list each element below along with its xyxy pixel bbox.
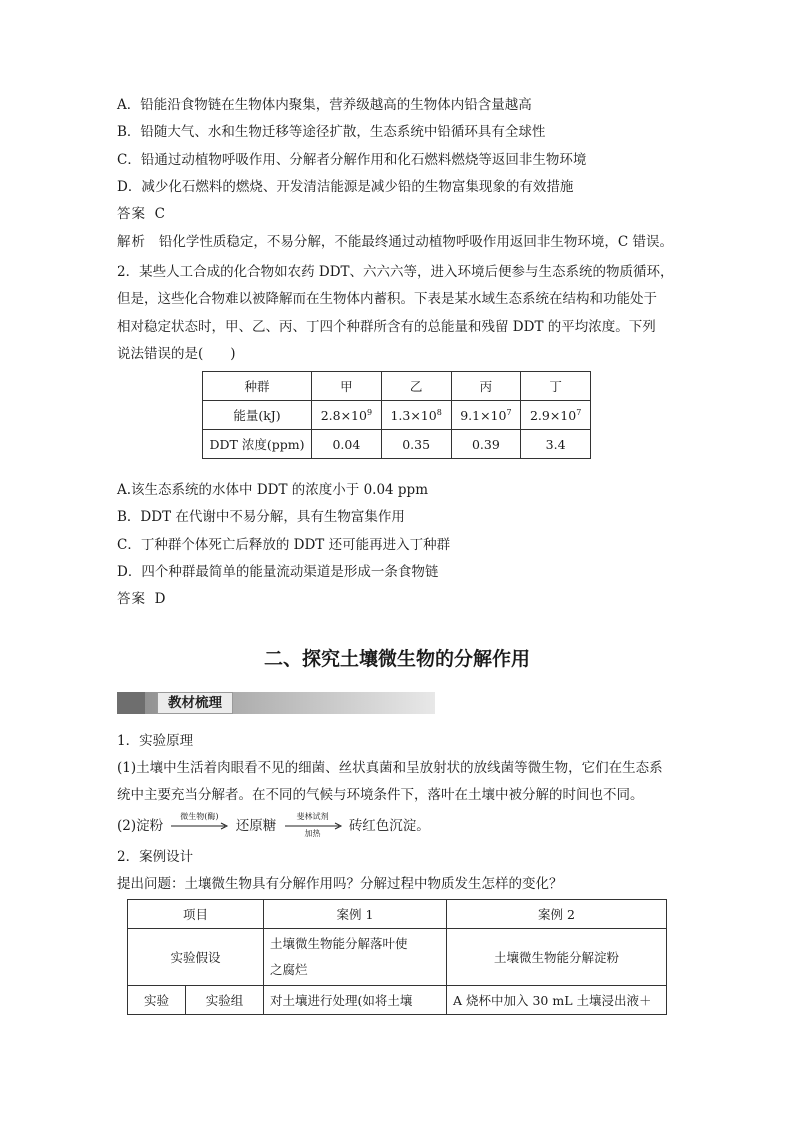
table-header-cell: 项目	[128, 900, 264, 929]
table-cell: 土壤微生物能分解淀粉	[447, 929, 667, 986]
q2-option-d: D．四个种群最简单的能量流动渠道是形成一条食物链	[117, 564, 439, 580]
principle-heading: 1．实验原理	[117, 733, 194, 749]
cell-exponent: 8	[436, 407, 442, 417]
table-cell: 对土壤进行处理(如将土壤	[264, 986, 447, 1015]
answer-value: C	[154, 206, 165, 222]
table-cell: 0.04	[312, 430, 382, 459]
table-cell	[381, 401, 451, 430]
q2-option-c: C．丁种群个体死亡后释放的 DDT 还可能再进入丁种群	[117, 537, 451, 553]
section-banner	[117, 692, 435, 714]
cell-value: 2.9×10	[529, 407, 577, 423]
cell-value: 2.8×10	[320, 407, 367, 423]
table-header-cell: 丁	[521, 372, 591, 401]
cell-exponent: 7	[506, 407, 512, 417]
q1-option-d: D．减少化石燃料的燃烧、开发清洁能源是减少铅的生物富集现象的有效措施	[117, 179, 574, 195]
table-cell	[312, 401, 382, 430]
design-heading: 2．案例设计	[117, 849, 194, 865]
reaction-mid: 还原糖	[235, 818, 277, 834]
answer-label: 答案	[117, 206, 146, 222]
cell-exponent: 7	[576, 407, 582, 417]
row-label: 能量(kJ)	[203, 401, 312, 430]
q1-option-a: A．铅能沿食物链在生物体内聚集，营养级越高的生物体内铅含量越高	[117, 97, 532, 113]
row-label: 实验	[128, 986, 186, 1015]
question-line: 提出问题：土壤微生物具有分解作用吗？分解过程中物质发生怎样的变化？	[117, 876, 563, 892]
table-header-row	[203, 372, 591, 401]
table-cell: 3.4	[521, 430, 591, 459]
population-table	[202, 371, 591, 459]
reaction-start: (2)淀粉	[117, 818, 164, 834]
table-row	[203, 401, 591, 430]
table-cell: 0.35	[381, 430, 451, 459]
q1-option-b: B．铅随大气、水和生物迁移等途径扩散，生态系统中铅循环具有全球性	[117, 124, 546, 140]
table-header-cell: 案例 2	[447, 900, 667, 929]
table-row	[128, 986, 667, 1015]
banner-accent	[117, 692, 145, 714]
q2-option-a: A.该生态系统的水体中 DDT 的浓度小于 0.04 ppm	[117, 482, 429, 498]
principle-line-1: (1)土壤中生活着肉眼看不见的细菌、丝状真菌和呈放射状的放线菌等微生物，它们在生态系	[117, 760, 663, 776]
case-table	[127, 899, 667, 1015]
q2-stem-line-3: 相对稳定状态时，甲、乙、丙、丁四个种群所含有的总能量和残留 DDT 的平均浓度。下列	[117, 319, 656, 335]
table-cell	[451, 401, 521, 430]
table-header-cell: 乙	[381, 372, 451, 401]
arrow-condition: 斐林试剂	[296, 812, 329, 821]
table-row	[203, 430, 591, 459]
arrow-condition: 微生物(酶)	[180, 812, 219, 821]
reaction-arrow-1	[167, 812, 231, 835]
cell-value: 1.3×10	[390, 407, 437, 423]
arrow-condition: 加热	[304, 829, 321, 838]
arrow-right-icon	[167, 822, 231, 830]
answer-label: 答案	[117, 591, 146, 607]
row-sublabel: 实验组	[186, 986, 264, 1015]
table-header-cell: 种群	[203, 372, 312, 401]
q2-stem-line-1: 2．某些人工合成的化合物如农药 DDT、六六六等，进入环境后便参与生态系统的物质循环，	[117, 264, 674, 280]
table-header-row	[128, 900, 667, 929]
q2-stem-line-2: 但是，这些化合物难以被降解而在生物体内蓄积。下表是某水域生态系统在结构和功能处于	[117, 291, 657, 307]
table-header-cell: 案例 1	[264, 900, 447, 929]
table-cell	[264, 929, 447, 986]
table-cell: 0.39	[451, 430, 521, 459]
table-cell: A 烧杯中加入 30 mL 土壤浸出液＋	[447, 986, 667, 1015]
q2-option-b: B．DDT 在代谢中不易分解，具有生物富集作用	[117, 509, 405, 525]
cell-value: 9.1×10	[460, 407, 507, 423]
reaction-end: 砖红色沉淀。	[348, 818, 430, 834]
q2-answer	[117, 590, 165, 608]
reaction-arrow-2	[281, 812, 345, 838]
cell-line: 土壤微生物能分解落叶使	[270, 936, 408, 951]
principle-line-2: 统中主要充当分解者。在不同的气候与环境条件下，落叶在土壤中被分解的时间也不同。	[117, 787, 644, 803]
analysis-text: 铅化学性质稳定，不易分解，不能最终通过动植物呼吸作用返回非生物环境，C 错误。	[158, 234, 673, 250]
q1-answer	[117, 205, 165, 223]
answer-value: D	[154, 591, 166, 607]
banner-label: 教材梳理	[157, 692, 233, 714]
row-label: 实验假设	[128, 929, 264, 986]
analysis-label: 解析	[117, 234, 146, 250]
q1-option-c: C．铅通过动植物呼吸作用、分解者分解作用和化石燃料燃烧等返回非生物环境	[117, 152, 587, 168]
cell-exponent: 9	[366, 407, 373, 417]
reaction-line	[117, 812, 430, 838]
q2-stem-line-4: 说法错误的是( )	[117, 346, 236, 362]
table-header-cell: 甲	[312, 372, 382, 401]
section-title: 二、探究土壤微生物的分解作用	[263, 648, 530, 670]
q1-analysis	[117, 233, 673, 251]
table-cell	[521, 401, 591, 430]
row-label: DDT 浓度(ppm)	[203, 430, 312, 459]
table-row	[128, 929, 667, 986]
cell-line: 之腐烂	[270, 962, 308, 977]
table-header-cell: 丙	[451, 372, 521, 401]
